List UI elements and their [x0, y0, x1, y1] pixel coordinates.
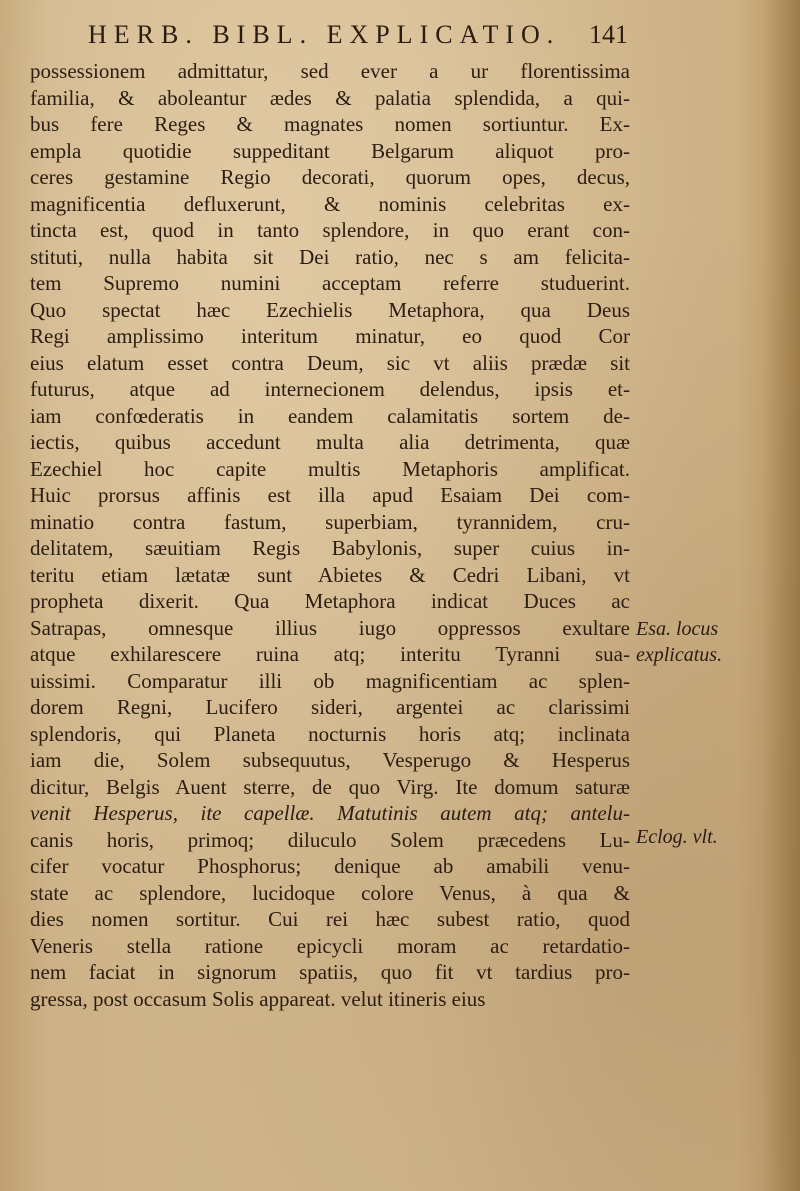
body-text — [30, 58, 630, 1012]
page-number: 141 — [589, 20, 628, 49]
text-line: ceres gestamine Regio decorati, quorum opes, decus, — [30, 165, 630, 189]
text-line: dies nomen sortitur. Cui rei hæc subest ratio, quod — [30, 907, 630, 931]
text-line: teritu etiam lætatæ sunt Abietes & Cedri Libani, vt — [30, 562, 630, 587]
text-line: familia, & aboleantur ædes & palatia splendida, a qui- — [30, 85, 630, 110]
text-line: dicitur, Belgis Auent sterre, de quo Virg. Ite domum saturæ — [30, 774, 630, 799]
text-line: Veneris stella ratione epicycli moram ac retardatio- — [30, 933, 630, 958]
text-line: delitatem, sæuitiam Regis Babylonis, super cuius in- — [30, 536, 630, 560]
text-line: nem faciat in signorum spatiis, quo fit vt tardius pro- — [30, 960, 630, 984]
running-header — [88, 20, 628, 54]
text-line: iam die, Solem subsequutus, Vesperugo & Hesperus — [30, 748, 630, 772]
text-line: iam confœderatis in eandem calamitatis sortem de- — [30, 403, 630, 428]
text-line: state ac splendore, lucidoque colore Venus, à qua & — [30, 880, 630, 905]
margin-note-reference: explicatus. — [636, 644, 723, 666]
text-line: iectis, quibus accedunt multa alia detrimenta, quæ — [30, 430, 630, 454]
text-line: dorem Regni, Lucifero sideri, argentei ac clarissimi — [30, 695, 630, 719]
text-line: tem Supremo numini acceptam referre studuerint. — [30, 271, 630, 295]
text-line: stituti, nulla habita sit Dei ratio, nec s am felicita- — [30, 244, 630, 269]
text-line: gressa, post occasum Solis appareat. velut itineris eius — [30, 986, 486, 1011]
text-line: tincta est, quod in tanto splendore, in quo erant con- — [30, 218, 630, 242]
text-line: possessionem admittatur, sed ever a ur florentissima — [30, 59, 630, 83]
text-line: venit Hesperus, ite capellæ. Matutinis autem atq; antelu- — [30, 801, 630, 825]
text-line: atque exhilarescere ruina atq; interitu Tyranni sua- — [30, 642, 630, 666]
text-line: minatio contra fastum, superbiam, tyrannidem, cru- — [30, 509, 630, 534]
text-line: futurus, atque ad internecionem delendus, ipsis et- — [30, 377, 630, 401]
text-line: eius elatum esset contra Deum, sic vt aliis prædæ sit — [30, 350, 630, 375]
text-line: empla quotidie suppeditant Belgarum aliquot pro- — [30, 138, 630, 163]
text-line: Satrapas, omnesque illius iugo oppressos exultare — [30, 615, 630, 640]
text-line: Huic prorsus affinis est illa apud Esaiam Dei com- — [30, 483, 630, 507]
text-line: cifer vocatur Phosphorus; denique ab amabili venu- — [30, 854, 630, 878]
text-line: bus fere Reges & magnates nomen sortiuntur. Ex- — [30, 112, 630, 136]
text-line: Regi amplissimo interitum minatur, eo quod Cor — [30, 324, 630, 348]
text-line: uissimi. Comparatur illi ob magnificentiam ac splen- — [30, 668, 630, 693]
page-edge-shadow — [762, 0, 800, 1191]
text-line: Quo spectat hæc Ezechielis Metaphora, qua Deus — [30, 297, 630, 322]
text-line: propheta dixerit. Qua Metaphora indicat Duces ac — [30, 589, 630, 613]
running-title: HERB. BIBL. EXPLICATIO. — [88, 20, 561, 49]
text-line: magnificentia defluxerunt, & nominis celebritas ex- — [30, 191, 630, 216]
text-line: splendoris, qui Planeta nocturnis horis atq; inclinata — [30, 721, 630, 746]
text-line: canis horis, primoq; diluculo Solem præcedens Lu- — [30, 827, 630, 852]
margin-note-reference: Eclog. vlt. — [636, 826, 718, 848]
text-line: Ezechiel hoc capite multis Metaphoris amplificat. — [30, 456, 630, 481]
margin-note-reference: Esa. locus — [636, 618, 719, 640]
